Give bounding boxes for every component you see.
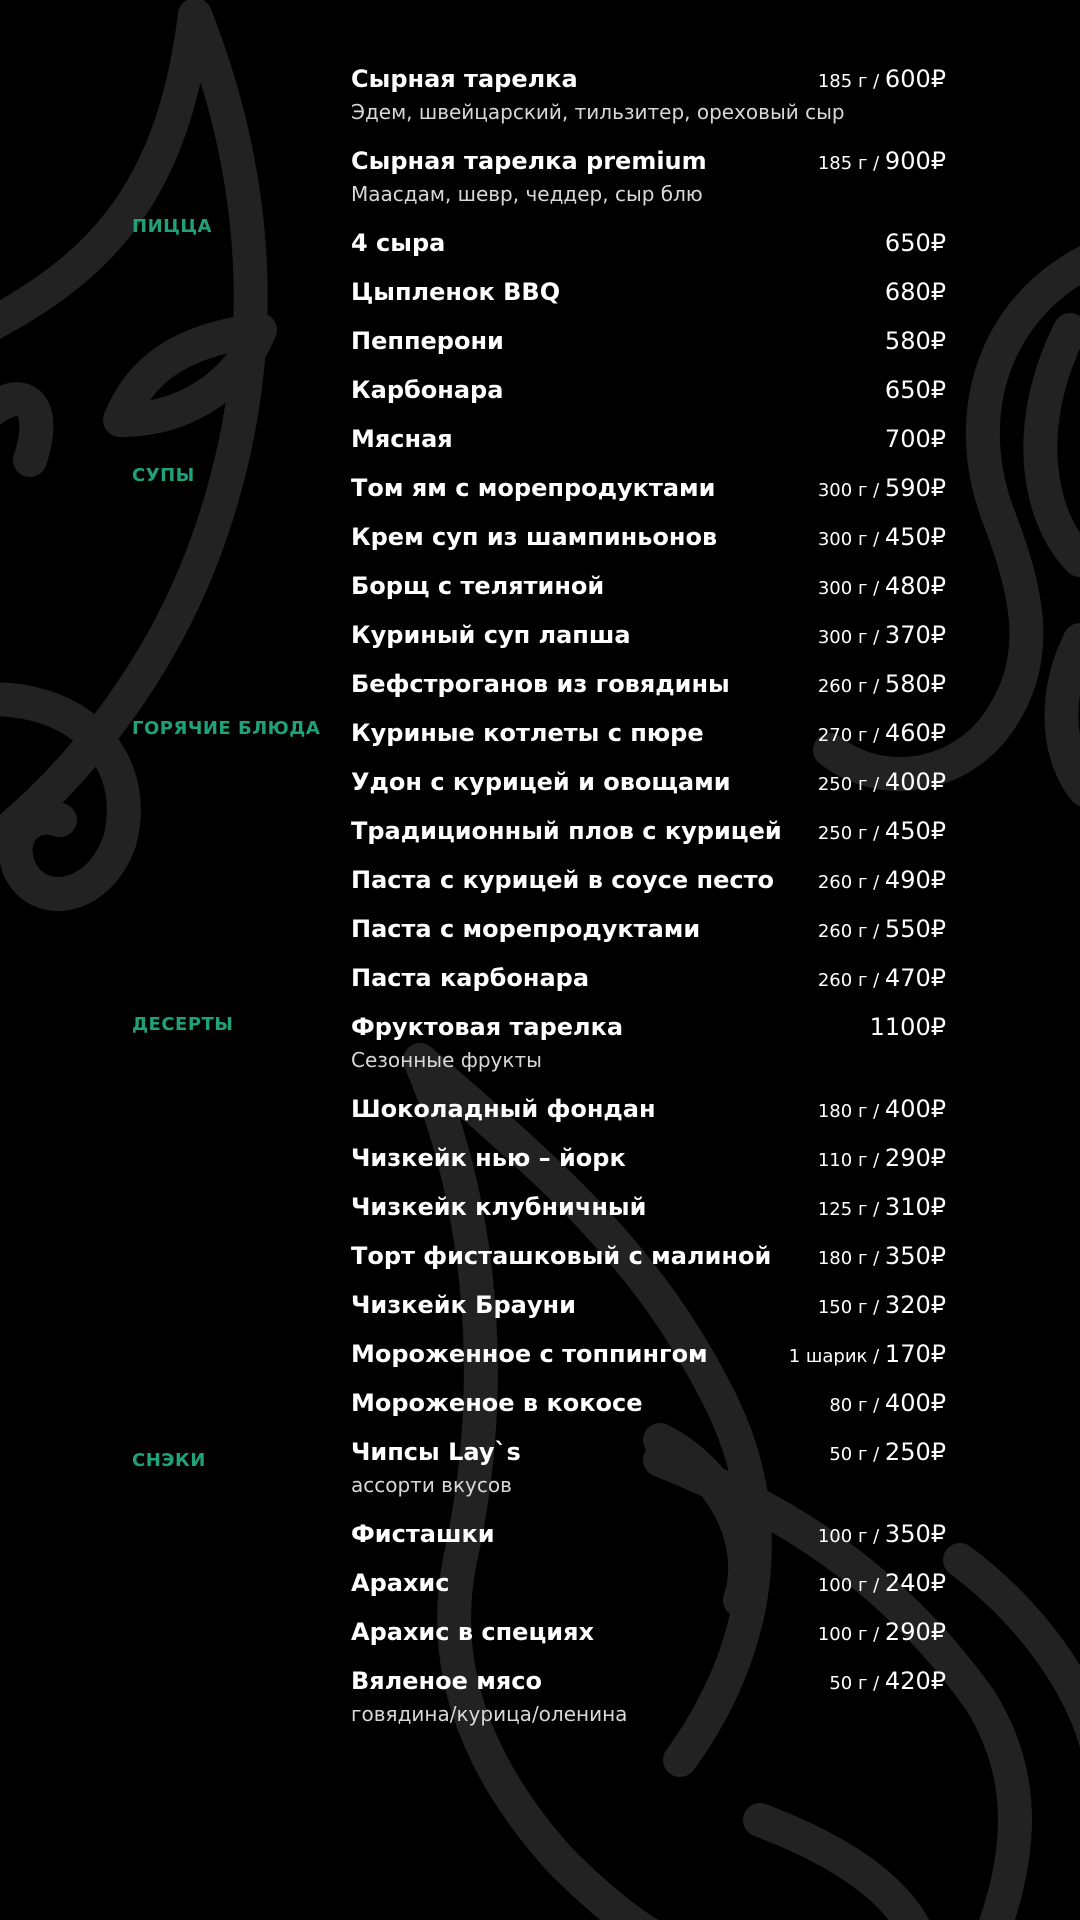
menu-item-weight: 260 г [817, 921, 868, 942]
menu-item-weight: 300 г [817, 480, 868, 501]
menu-item-name: Цыпленок BBQ [351, 278, 561, 306]
menu-item-price-line [870, 1012, 946, 1045]
menu-item-name: Мороженное с топпингом [351, 1340, 708, 1368]
menu-item-weight: 300 г [817, 529, 868, 550]
menu-item-price-line [818, 963, 946, 996]
price-separator: / [867, 921, 885, 942]
menu-item [351, 1094, 946, 1126]
menu-item-price-line [818, 865, 946, 898]
menu-item-price: 350₽ [884, 1242, 946, 1270]
menu-item-name: Куриный суп лапша [351, 621, 631, 649]
menu-item-price-line [818, 1568, 946, 1601]
menu-item-name: Карбонара [351, 376, 504, 404]
menu-item-price-line [818, 816, 946, 849]
menu-item-name: Мороженое в кокосе [351, 1389, 643, 1417]
menu-item-weight: 110 г [817, 1150, 868, 1171]
price-separator: / [867, 1150, 885, 1171]
menu-item [351, 620, 946, 652]
price-separator: / [867, 153, 885, 174]
menu-item-price-line [829, 1437, 946, 1470]
price-separator: / [867, 774, 885, 795]
price-separator: / [867, 970, 885, 991]
menu-item [351, 228, 946, 260]
menu-item [351, 963, 946, 995]
menu-item-price-line [885, 424, 946, 457]
menu-item-price: 650₽ [884, 229, 946, 257]
menu-item-price-line [789, 1339, 946, 1372]
menu-item-name: Крем суп из шампиньонов [351, 523, 718, 551]
menu-item-weight: 185 г [817, 153, 868, 174]
price-separator: / [867, 578, 885, 599]
price-separator: / [867, 823, 885, 844]
price-separator: / [867, 1395, 885, 1416]
menu-item-weight: 50 г [829, 1673, 868, 1694]
menu-item-price: 170₽ [884, 1340, 946, 1368]
section-label-soups: СУПЫ [132, 465, 195, 486]
menu-item-price-line [818, 571, 946, 604]
price-separator: / [867, 1526, 885, 1547]
menu-item-price: 600₽ [884, 65, 946, 93]
menu-item-price: 580₽ [884, 327, 946, 355]
menu-item-name: Сырная тарелка premium [351, 147, 707, 175]
menu-item [351, 816, 946, 848]
menu-item-name: Бефстроганов из говядины [351, 670, 730, 698]
menu-item-price-line [818, 1192, 946, 1225]
menu-item [351, 522, 946, 554]
price-separator: / [867, 1199, 885, 1220]
menu-item-weight: 125 г [817, 1199, 868, 1220]
menu-item [351, 146, 946, 212]
menu-item-weight: 80 г [829, 1395, 868, 1416]
menu-item-price: 490₽ [884, 866, 946, 894]
menu-item [351, 424, 946, 456]
menu-item-price-line [885, 326, 946, 359]
menu-item-name: Вяленое мясо [351, 1667, 543, 1695]
menu-item-weight: 270 г [817, 725, 868, 746]
menu-item-price: 900₽ [884, 147, 946, 175]
menu-item [351, 1143, 946, 1175]
price-separator: / [867, 872, 885, 893]
price-separator: / [867, 1673, 885, 1694]
price-separator: / [867, 627, 885, 648]
menu-item [351, 1012, 946, 1078]
menu-item-weight: 100 г [817, 1526, 868, 1547]
menu-item [351, 718, 946, 750]
menu-item-name: Шоколадный фондан [351, 1095, 656, 1123]
price-separator: / [867, 725, 885, 746]
menu-item [351, 914, 946, 946]
price-separator: / [867, 1101, 885, 1122]
menu-item [351, 1388, 946, 1420]
menu-item [351, 1241, 946, 1273]
price-separator: / [867, 1624, 885, 1645]
menu-item-price: 290₽ [884, 1618, 946, 1646]
menu-item-price-line [885, 277, 946, 310]
menu-item-name: Паста с морепродуктами [351, 915, 701, 943]
menu-item [351, 1290, 946, 1322]
menu-item-weight: 300 г [817, 627, 868, 648]
menu-item-weight: 150 г [817, 1297, 868, 1318]
menu-item-name: 4 сыра [351, 229, 446, 257]
menu-item-weight: 180 г [817, 1248, 868, 1269]
menu-item-name: Сырная тарелка [351, 65, 578, 93]
section-label-hot-dishes: ГОРЯЧИЕ БЛЮДА [132, 718, 321, 739]
menu-item [351, 669, 946, 701]
menu-item-price: 550₽ [884, 915, 946, 943]
menu-item-price-line [818, 669, 946, 702]
menu-item-price: 350₽ [884, 1520, 946, 1548]
menu-item-price: 400₽ [884, 1095, 946, 1123]
menu-item-price-line [818, 1617, 946, 1650]
menu-item-name: Чипсы Lay`s [351, 1438, 521, 1466]
menu-item-price: 580₽ [884, 670, 946, 698]
menu-item-price: 460₽ [884, 719, 946, 747]
menu-item-price: 650₽ [884, 376, 946, 404]
menu-item-name: Том ям с морепродуктами [351, 474, 716, 502]
menu-item-weight: 100 г [817, 1575, 868, 1596]
menu-item-weight: 250 г [817, 823, 868, 844]
menu-item-name: Арахис в специях [351, 1618, 594, 1646]
menu-item [351, 767, 946, 799]
price-separator: / [867, 1444, 885, 1465]
menu-item-price: 320₽ [884, 1291, 946, 1319]
menu-item-name: Традиционный плов с курицей [351, 817, 782, 845]
menu-item-name: Паста с курицей в соусе песто [351, 866, 774, 894]
menu-item-name: Борщ с телятиной [351, 572, 605, 600]
price-separator: / [867, 1346, 885, 1367]
price-separator: / [867, 676, 885, 697]
menu-item-name: Паста карбонара [351, 964, 590, 992]
menu-item-description: Сезонные фрукты [351, 1048, 542, 1072]
menu-item-price: 310₽ [884, 1193, 946, 1221]
menu-item [351, 1339, 946, 1371]
menu-item-price-line [818, 146, 946, 179]
menu-item-weight: 260 г [817, 872, 868, 893]
menu-item [351, 1519, 946, 1551]
menu-item-price-line [818, 1519, 946, 1552]
price-separator: / [867, 1297, 885, 1318]
price-separator: / [867, 1575, 885, 1596]
menu-item-price: 250₽ [884, 1438, 946, 1466]
menu-item-price: 290₽ [884, 1144, 946, 1172]
menu-item-price: 420₽ [884, 1667, 946, 1695]
menu-item [351, 1617, 946, 1649]
menu-item-price-line [829, 1666, 946, 1699]
menu-item-price-line [885, 228, 946, 261]
menu-item-price-line [818, 1094, 946, 1127]
menu-item-weight: 260 г [817, 970, 868, 991]
menu-item-weight: 1 шарик [788, 1346, 868, 1367]
menu-item [351, 1666, 946, 1732]
menu-item-weight: 100 г [817, 1624, 868, 1645]
menu-item-price: 400₽ [884, 768, 946, 796]
section-label-snacks: СНЭКИ [132, 1450, 206, 1471]
menu-item-price: 680₽ [884, 278, 946, 306]
menu-item [351, 865, 946, 897]
menu-item-price-line [818, 620, 946, 653]
menu-item-price-line [818, 718, 946, 751]
menu-item [351, 326, 946, 358]
menu-item [351, 375, 946, 407]
section-label-desserts: ДЕСЕРТЫ [132, 1014, 234, 1035]
menu-item [351, 571, 946, 603]
menu-item-weight: 185 г [817, 71, 868, 92]
menu-item-price: 1100₽ [869, 1013, 946, 1041]
section-label-pizza: ПИЦЦА [132, 216, 212, 237]
menu-item [351, 277, 946, 309]
menu-item-price: 240₽ [884, 1569, 946, 1597]
menu-item-price: 480₽ [884, 572, 946, 600]
menu-item-price: 450₽ [884, 523, 946, 551]
menu-item-price: 400₽ [884, 1389, 946, 1417]
menu-item-name: Арахис [351, 1569, 450, 1597]
price-separator: / [867, 529, 885, 550]
menu-item-price-line [818, 914, 946, 947]
menu-item [351, 1568, 946, 1600]
menu-item-weight: 260 г [817, 676, 868, 697]
menu-item-price-line [818, 1241, 946, 1274]
menu-item-name: Пепперони [351, 327, 504, 355]
menu-item-description: ассорти вкусов [351, 1473, 512, 1497]
menu-item-price-line [818, 473, 946, 506]
menu-item-weight: 180 г [817, 1101, 868, 1122]
menu-item [351, 1192, 946, 1224]
menu-item [351, 1437, 946, 1503]
menu-item-name: Фруктовая тарелка [351, 1013, 624, 1041]
menu-item-price: 370₽ [884, 621, 946, 649]
menu-item-weight: 250 г [817, 774, 868, 795]
menu-item-weight: 50 г [829, 1444, 868, 1465]
menu-item-price-line [818, 1143, 946, 1176]
menu-item-price: 590₽ [884, 474, 946, 502]
menu-item-price: 700₽ [884, 425, 946, 453]
menu-item-name: Удон с курицей и овощами [351, 768, 731, 796]
menu-item-description: Эдем, швейцарский, тильзитер, ореховый сыр [351, 100, 845, 124]
menu-item-name: Фисташки [351, 1520, 495, 1548]
menu-item-price: 470₽ [884, 964, 946, 992]
menu-item-price-line [818, 522, 946, 555]
menu-item-name: Торт фисташковый с малиной [351, 1242, 772, 1270]
menu-item-price-line [818, 64, 946, 97]
menu-item-name: Куриные котлеты с пюре [351, 719, 704, 747]
price-separator: / [867, 1248, 885, 1269]
menu-item-price-line [818, 1290, 946, 1323]
menu-item [351, 64, 946, 130]
price-separator: / [867, 71, 885, 92]
menu-item-description: Маасдам, шевр, чеддер, сыр блю [351, 182, 703, 206]
menu-item-price: 450₽ [884, 817, 946, 845]
menu-item-name: Чизкейк клубничный [351, 1193, 647, 1221]
menu-item-name: Мясная [351, 425, 453, 453]
menu-item-name: Чизкейк Брауни [351, 1291, 576, 1319]
price-separator: / [867, 480, 885, 501]
menu-item [351, 473, 946, 505]
menu-item-description: говядина/курица/оленина [351, 1702, 628, 1726]
menu-item-price-line [818, 767, 946, 800]
menu-item-name: Чизкейк нью – йорк [351, 1144, 626, 1172]
menu-item-weight: 300 г [817, 578, 868, 599]
menu-item-price-line [829, 1388, 946, 1421]
menu-item-price-line [885, 375, 946, 408]
